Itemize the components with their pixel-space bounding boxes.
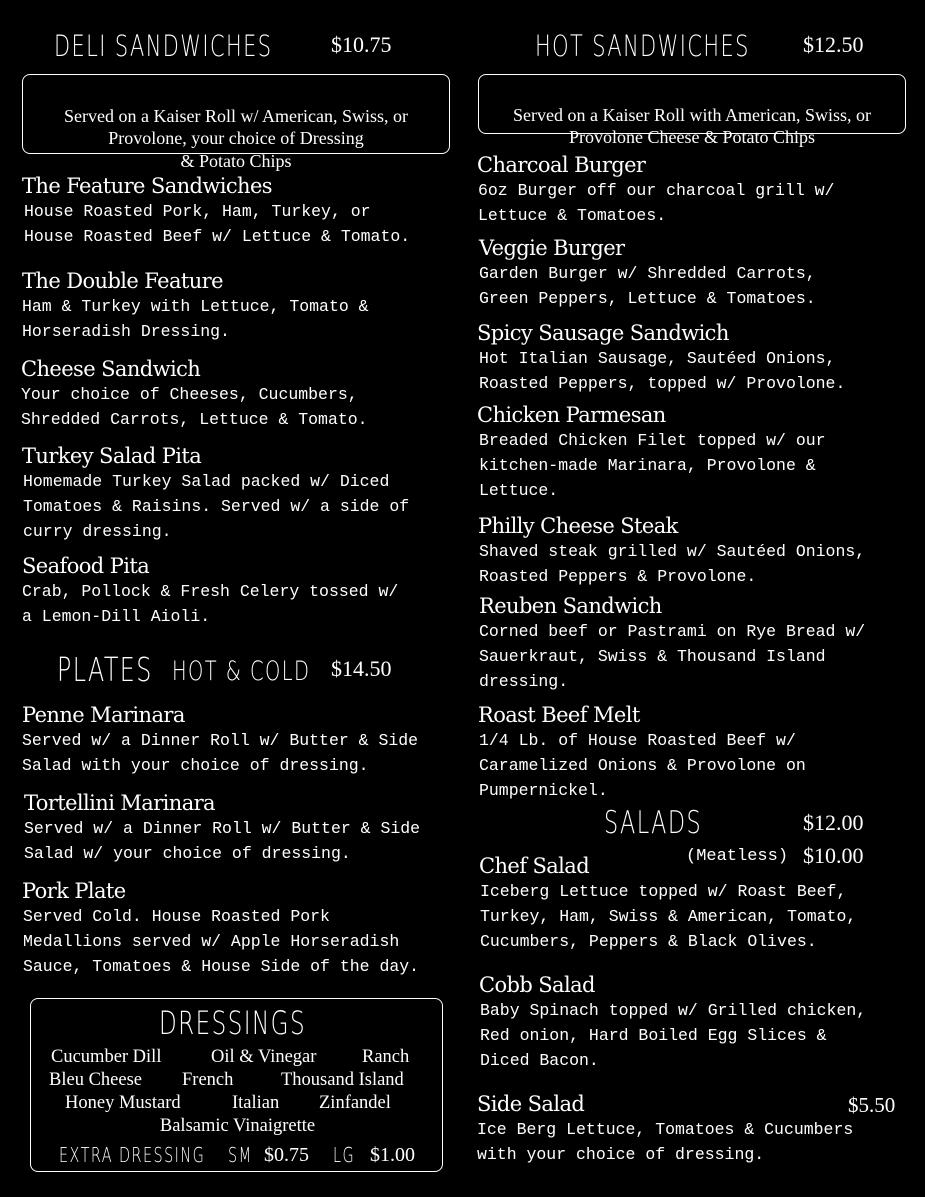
menu-item [22, 173, 410, 249]
menu-item [477, 402, 826, 503]
item-name: Tortellini Marinara [24, 791, 215, 815]
item-desc: Ice Berg Lettuce, Tomatoes & Cucumbers with your choice of dressing. [477, 1120, 854, 1164]
item-desc: Garden Burger w/ Shredded Carrots, Green Peppers, Lettuce & Tomatoes. [479, 264, 816, 308]
item-desc: Your choice of Cheeses, Cucumbers, Shredded Carrots, Lettuce & Tomato. [21, 385, 368, 429]
item-name: Cheese Sandwich [21, 357, 201, 381]
item-desc: Baby Spinach topped w/ Grilled chicken, Red onion, Hard Boiled Egg Slices & Diced Bacon. [480, 1001, 867, 1070]
item-desc: Homemade Turkey Salad packed w/ Diced Tomatoes & Raisins. Served w/ a side of curry dressing. [23, 472, 410, 541]
sm-label: SM [228, 1143, 253, 1167]
item-desc: 1/4 Lb. of House Roasted Beef w/ Caramelized Onions & Provolone on Pumpernickel. [479, 731, 806, 800]
item-name: Cobb Salad [479, 973, 595, 997]
item-name: The Feature Sandwiches [22, 174, 272, 198]
sm-price: $0.75 [264, 1144, 309, 1166]
item-name: Turkey Salad Pita [22, 444, 202, 468]
menu-item [478, 702, 806, 803]
item-name: Charcoal Burger [477, 153, 646, 177]
item-name: Spicy Sausage Sandwich [477, 321, 729, 345]
extra-dressing-label: EXTRA DRESSING [59, 1143, 206, 1167]
menu-item [477, 152, 834, 228]
item-name: Pork Plate [22, 879, 126, 903]
item-name: Roast Beef Melt [478, 703, 640, 727]
dressing-option: Zinfandel [319, 1093, 391, 1113]
dressings-box [30, 998, 443, 1172]
menu-item [478, 513, 865, 589]
dressing-option: Italian [232, 1093, 280, 1113]
item-name: Side Salad [477, 1092, 585, 1116]
item-desc: Served w/ a Dinner Roll w/ Butter & Side Salad with your choice of dressing. [22, 731, 419, 775]
dressing-option: Cucumber Dill [51, 1047, 162, 1067]
lg-label: LG [333, 1143, 356, 1167]
item-name: Chef Salad [479, 854, 590, 878]
menu-item [479, 972, 866, 1073]
lg-price: $1.00 [370, 1144, 415, 1166]
item-desc: Crab, Pollock & Fresh Celery tossed w/ a Lemon-Dill Aioli. [22, 582, 399, 626]
dressing-option: Balsamic Vinaigrette [159, 1116, 316, 1136]
item-desc: Ham & Turkey with Lettuce, Tomato & Horseradish Dressing. [22, 297, 369, 341]
item-desc: Served Cold. House Roasted Pork Medallions served w/ Apple Horseradish Sauce, Tomatoes & House Side of the day. [23, 907, 420, 976]
menu-item [24, 790, 420, 866]
item-name: Seafood Pita [22, 554, 150, 578]
dressing-option: Honey Mustard [65, 1093, 181, 1113]
menu-item [477, 320, 845, 396]
item-name: Veggie Burger [479, 236, 625, 260]
item-name: Philly Cheese Steak [478, 514, 678, 538]
hot-note: Served on a Kaiser Roll with American, Swiss, or Provolone Cheese & Potato Chips [513, 104, 871, 147]
dressing-row [31, 1115, 444, 1138]
menu-item [479, 853, 856, 954]
item-name: Reuben Sandwich [479, 594, 662, 618]
item-name: The Double Feature [22, 269, 223, 293]
dressing-option: Thousand Island [281, 1070, 404, 1090]
deli-price: $10.75 [331, 32, 392, 57]
menu-item [21, 356, 368, 432]
dressing-option: Oil & Vinegar [211, 1047, 317, 1067]
item-desc: Iceberg Lettuce topped w/ Roast Beef, Turkey, Ham, Swiss & American, Tomato, Cucumbers, Peppers & Black Olives. [480, 882, 857, 951]
menu-item [22, 702, 418, 778]
meatless-price: $10.00 [803, 843, 864, 868]
menu-item [22, 268, 369, 344]
hot-price: $12.50 [803, 32, 864, 57]
item-desc: House Roasted Pork, Ham, Turkey, or House Roasted Beef w/ Lettuce & Tomato. [24, 202, 411, 246]
item-desc: Breaded Chicken Filet topped w/ our kitchen-made Marinara, Provolone & Lettuce. [479, 431, 826, 500]
item-desc: 6oz Burger off our charcoal grill w/ Lettuce & Tomatoes. [478, 181, 835, 225]
salads-price: $12.00 [803, 810, 864, 835]
deli-heading: DELI SANDWICHES [54, 29, 273, 63]
menu-item [22, 443, 409, 544]
salads-heading: SALADS [604, 805, 703, 841]
item-desc: Corned beef or Pastrami on Rye Bread w/ Sauerkraut, Swiss & Thousand Island dressing. [479, 622, 866, 691]
item-desc: Shaved steak grilled w/ Sautéed Onions, Roasted Peppers & Provolone. [479, 542, 866, 586]
deli-note: Served on a Kaiser Roll w/ American, Swiss, or Provolone, your choice of Dressing & Potato Chips [64, 105, 408, 171]
item-name: Penne Marinara [22, 703, 185, 727]
plates-price: $14.50 [331, 656, 392, 681]
dressing-option: Ranch [362, 1047, 410, 1067]
meatless-label: (Meatless) [686, 847, 789, 866]
dressings-heading: DRESSINGS [159, 1004, 307, 1042]
hot-note-box [478, 74, 906, 147]
menu-item [477, 1091, 853, 1167]
side-salad-price: $5.50 [848, 1093, 896, 1117]
deli-note-box [22, 74, 450, 171]
item-desc: Hot Italian Sausage, Sautéed Onions, Roasted Peppers, topped w/ Provolone. [479, 349, 846, 393]
menu-item [22, 553, 398, 629]
dressing-option: French [182, 1070, 234, 1090]
plates-heading: PLATES [57, 650, 153, 689]
hot-heading: HOT SANDWICHES [535, 29, 750, 63]
plates-subheading: HOT & COLD [172, 656, 311, 687]
dressing-option: Bleu Cheese [49, 1070, 142, 1090]
item-desc: Served w/ a Dinner Roll w/ Butter & Side Salad w/ your choice of dressing. [24, 819, 421, 863]
item-name: Chicken Parmesan [477, 403, 666, 427]
menu-item [479, 235, 816, 311]
menu-item [479, 593, 865, 694]
menu-item [22, 878, 419, 979]
